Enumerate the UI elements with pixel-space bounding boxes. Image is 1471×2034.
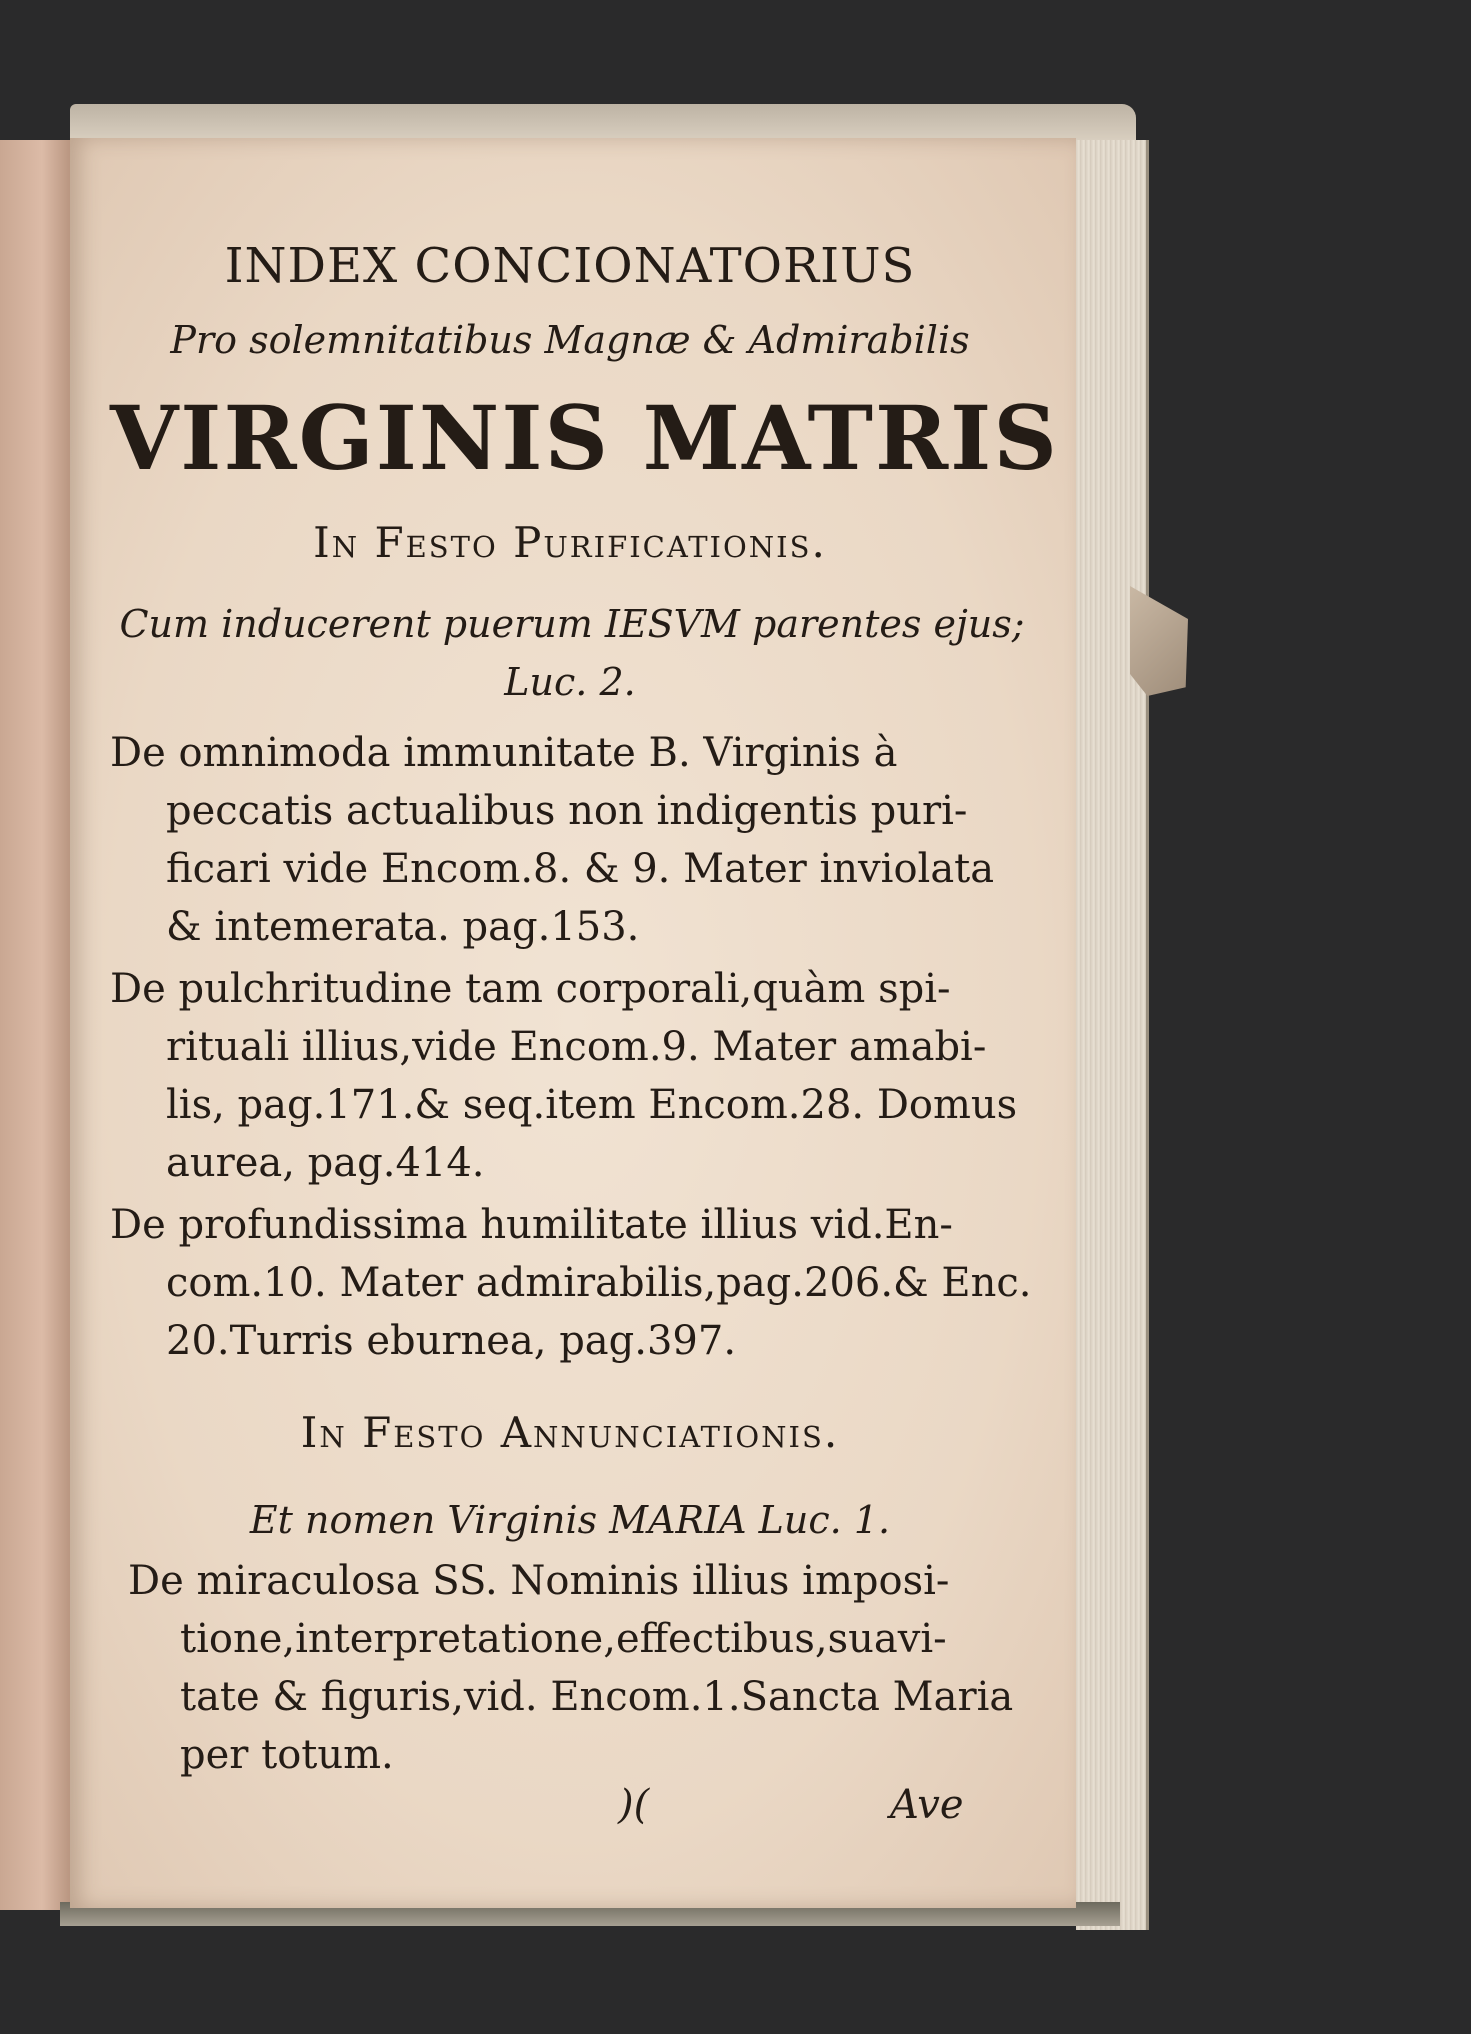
- verse-line: Et nomen Virginis MARIA Luc. 1.: [249, 1498, 891, 1542]
- entry-line: & intemerata. pag.153.: [166, 904, 640, 950]
- facing-page-edge: [0, 140, 72, 1910]
- main-title: VIRGINIS MATRIS: [110, 386, 1059, 490]
- entry-line: aurea, pag.414.: [166, 1140, 485, 1186]
- catchword: Ave: [890, 1782, 964, 1828]
- section-title-purification: In Festo Purificationis.: [313, 518, 827, 567]
- entry-line: ficari vide Encom.8. & 9. Mater inviolata: [166, 846, 995, 892]
- book-page: [70, 138, 1076, 1908]
- entry-line: peccatis actualibus non indigentis puri-: [166, 788, 968, 834]
- page-tab: [1130, 586, 1188, 696]
- subheading-pro: Pro solemnitatibus Magnæ & Admirabilis: [170, 318, 970, 362]
- book-fore-edge: [1076, 140, 1149, 1930]
- entry-line: rituali illius,vide Encom.9. Mater amabi-: [166, 1024, 987, 1070]
- verse-reference: Luc. 2.: [504, 660, 636, 704]
- entry-line: per totum.: [180, 1732, 394, 1778]
- verse-line: Cum inducerent puerum IESVM parentes ejus;: [119, 602, 1025, 646]
- entry-line: De miraculosa SS. Nominis illius imposi-: [128, 1558, 950, 1604]
- entry-line: lis, pag.171.& seq.item Encom.28. Domus: [166, 1082, 1018, 1128]
- entry-line: tate & figuris,vid. Encom.1.Sancta Maria: [180, 1674, 1014, 1720]
- index-heading: INDEX CONCIONATORIUS: [224, 238, 916, 294]
- entry-line: De omnimoda immunitate B. Virginis à: [110, 730, 898, 776]
- section-title-annunciation: In Festo Annunciationis.: [300, 1408, 840, 1457]
- entry-line: De pulchritudine tam corporali,quàm spi-: [110, 966, 951, 1012]
- entry-line: tione,interpretatione,effectibus,suavi-: [180, 1616, 947, 1662]
- entry-line: 20.Turris eburnea, pag.397.: [166, 1318, 737, 1364]
- signature-mark: )(: [618, 1782, 650, 1828]
- entry-line: De profundissima humilitate illius vid.En-: [110, 1202, 953, 1248]
- entry-line: com.10. Mater admirabilis,pag.206.& Enc.: [166, 1260, 1032, 1306]
- cover-top-edge: [70, 104, 1136, 140]
